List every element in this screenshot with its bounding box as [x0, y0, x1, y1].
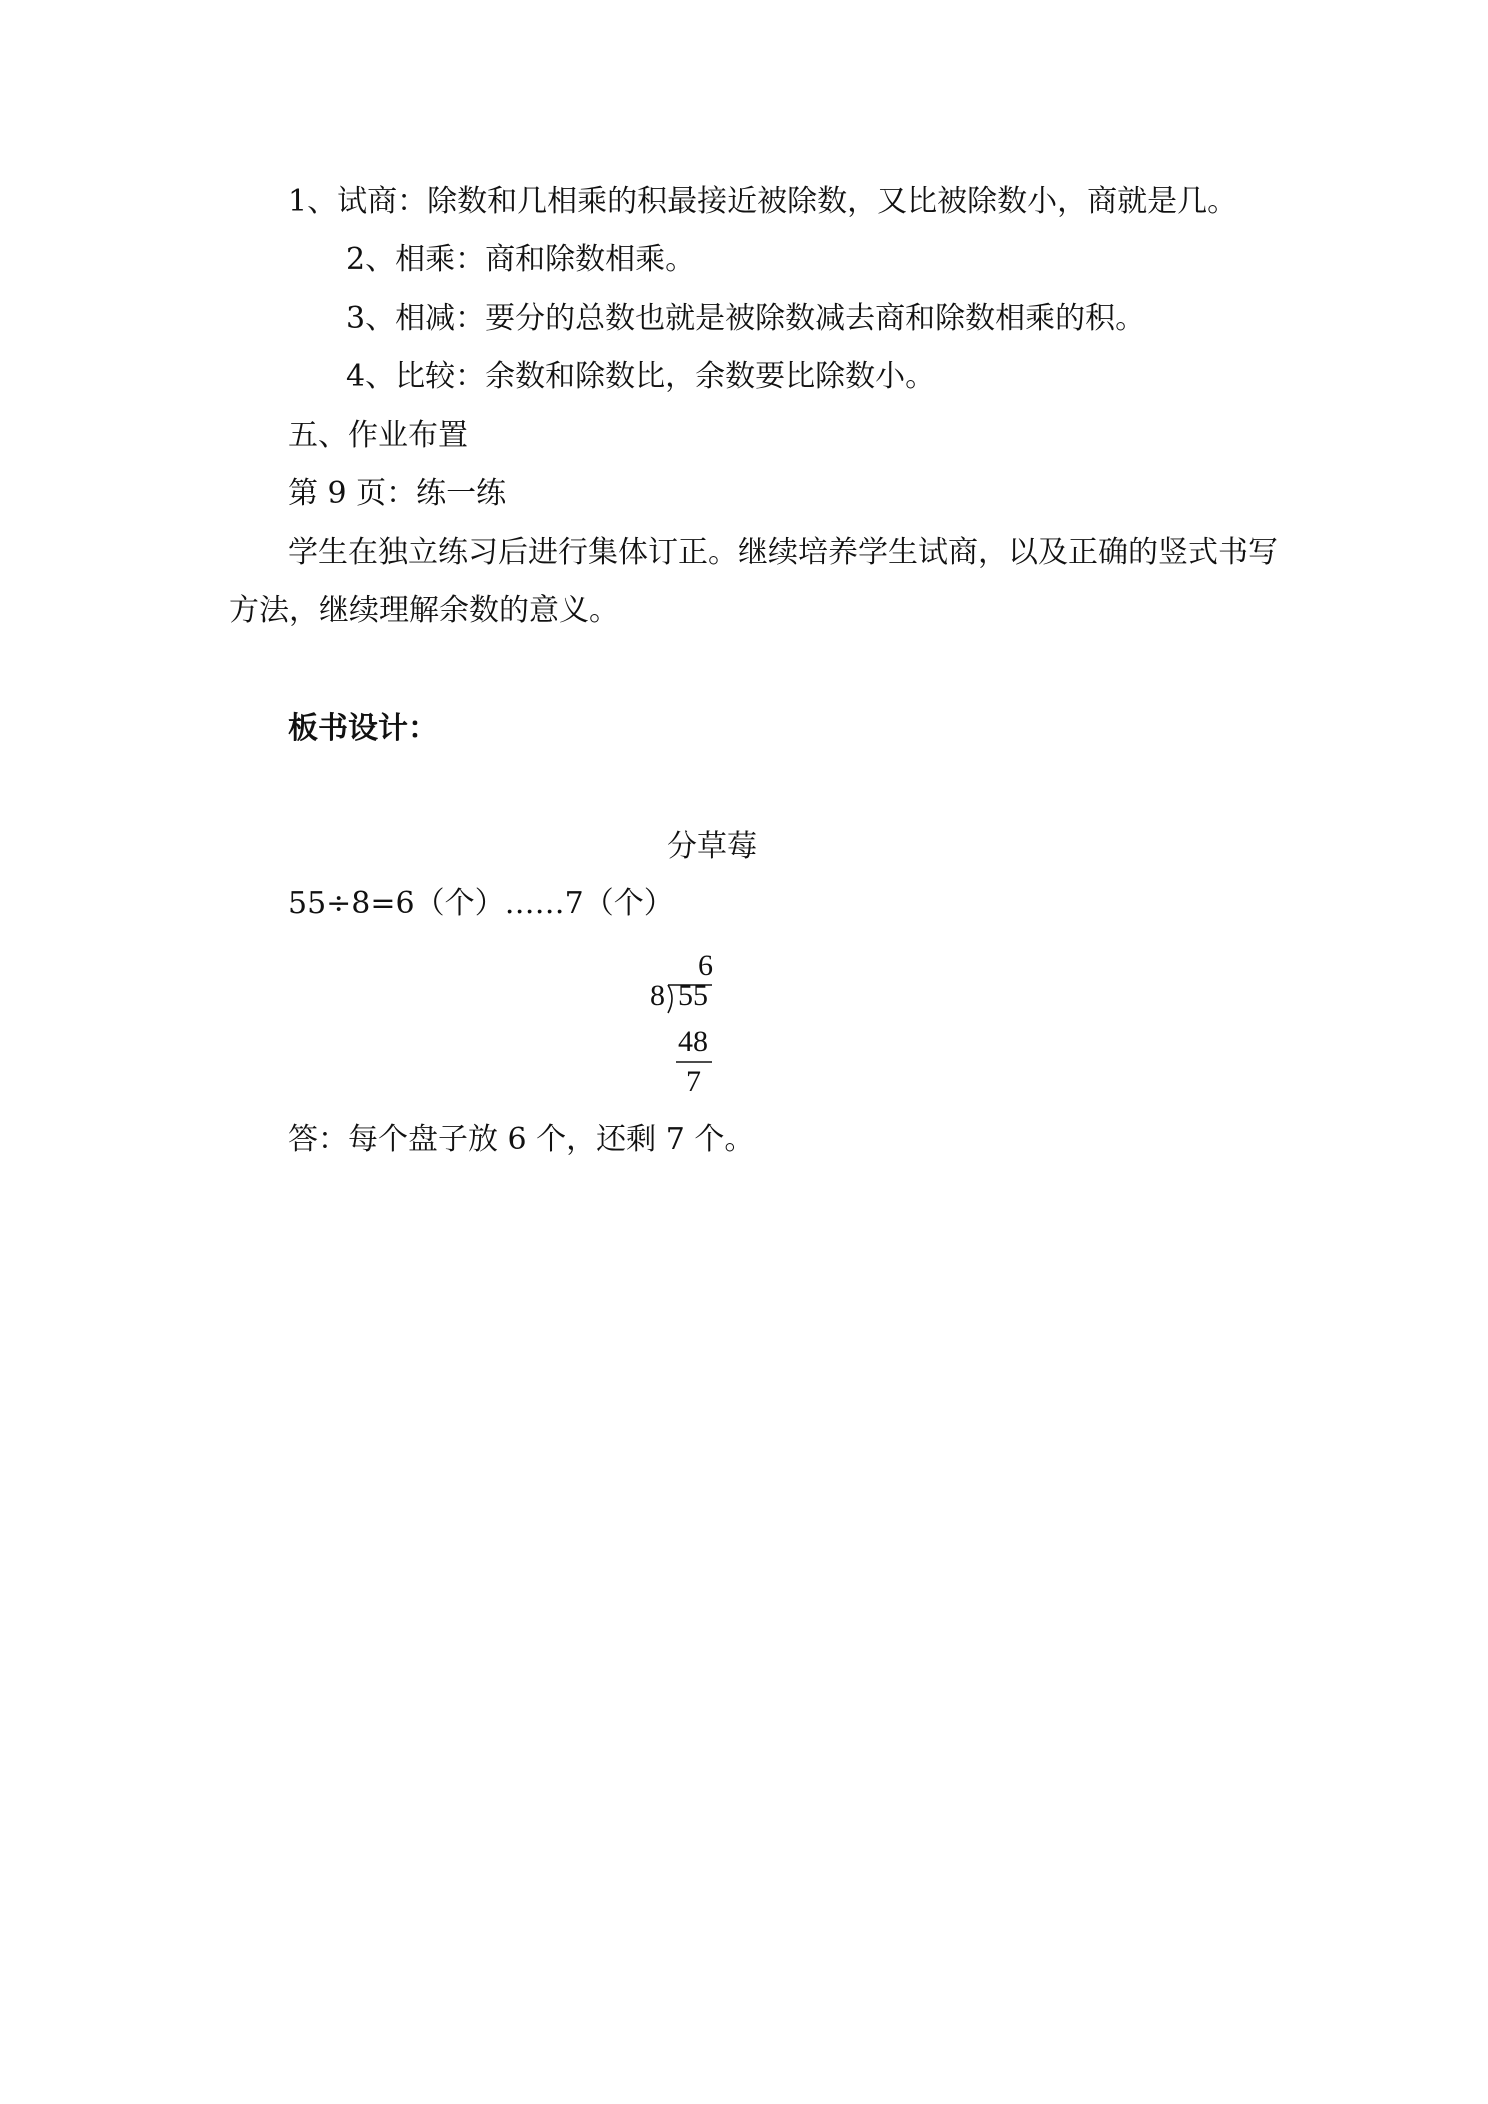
- dividend: 55: [678, 979, 708, 1012]
- step-trial-quotient: 1、试商：除数和几相乘的积最接近被除数，又比被除数小，商就是几。: [288, 184, 1238, 219]
- step-multiply: 2、相乘：商和除数相乘。: [346, 242, 696, 277]
- step-subtract: 3、相减：要分的总数也就是被除数减去商和除数相乘的积。: [346, 301, 1146, 336]
- divisor: 8: [650, 979, 665, 1012]
- remainder: 7: [686, 1065, 701, 1098]
- board-title: 分草莓: [667, 829, 757, 864]
- paragraph-line-1: 学生在独立练习后进行集体订正。继续培养学生试商，以及正确的竖式书写: [288, 535, 1278, 570]
- answer-line: 答：每个盘子放 6 个，还剩 7 个。: [288, 1122, 755, 1157]
- section-five-heading: 五、作业布置: [288, 418, 468, 453]
- quotient: 6: [698, 949, 713, 982]
- product: 48: [678, 1025, 708, 1058]
- page-reference: 第 9 页：练一练: [288, 476, 507, 511]
- division-equation: 55÷8=6（个）……7（个）: [288, 886, 674, 921]
- step-compare: 4、比较：余数和除数比，余数要比除数小。: [346, 359, 936, 394]
- long-division: [650, 950, 740, 1110]
- paragraph-line-2: 方法，继续理解余数的意义。: [229, 593, 619, 628]
- division-bracket: [650, 950, 740, 1110]
- board-design-heading: 板书设计：: [288, 711, 438, 746]
